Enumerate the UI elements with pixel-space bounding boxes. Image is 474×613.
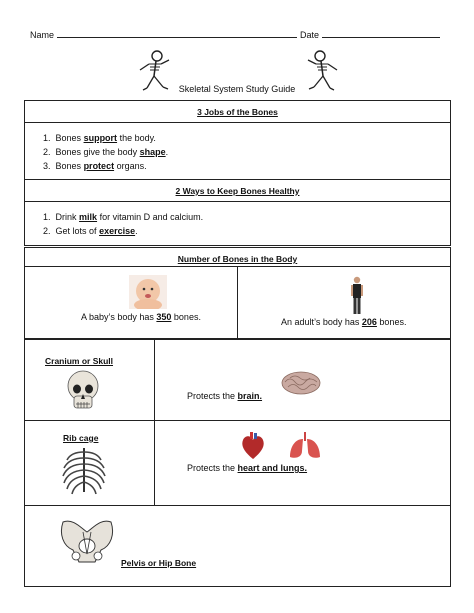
healthy-section xyxy=(24,179,451,246)
list-item: 1. Bones support the body. xyxy=(43,133,156,143)
jobs-section xyxy=(24,100,451,180)
cranium-section xyxy=(24,339,451,421)
ribcage-section xyxy=(24,420,451,506)
pelvis-label: Pelvis or Hip Bone xyxy=(121,558,197,568)
list-item: 3. Bones protect organs. xyxy=(43,161,147,171)
pelvis-icon xyxy=(57,514,117,570)
ribcage-label: Rib cage xyxy=(63,433,99,443)
bones-count-heading: Number of Bones in the Body xyxy=(177,254,298,264)
name-label: Name xyxy=(30,30,55,40)
skull-icon xyxy=(65,370,101,414)
baby-bones-text: A baby’s body has 350 bones. xyxy=(81,312,201,322)
bones-count-section xyxy=(24,247,451,339)
heart-icon xyxy=(239,431,267,461)
ribcage-icon xyxy=(59,446,109,498)
adult-bones-text: An adult’s body has 206 bones. xyxy=(281,317,407,327)
baby-photo xyxy=(129,275,167,309)
date-line[interactable] xyxy=(300,30,440,40)
list-item: 2. Get lots of exercise. xyxy=(43,226,138,236)
list-item: 2. Bones give the body shape. xyxy=(43,147,169,157)
name-line[interactable] xyxy=(30,30,297,40)
lungs-icon xyxy=(287,431,323,461)
jobs-heading: 3 Jobs of the Bones xyxy=(197,107,278,117)
brain-icon xyxy=(280,370,322,396)
healthy-heading: 2 Ways to Keep Bones Healthy xyxy=(175,186,300,196)
date-label: Date xyxy=(300,30,320,40)
cranium-label: Cranium or Skull xyxy=(45,356,114,366)
list-item: 1. Drink milk for vitamin D and calcium. xyxy=(43,212,204,222)
cranium-text: Protects the brain. xyxy=(187,391,263,401)
page-title: Skeletal System Study Guide xyxy=(178,84,296,94)
adult-photo xyxy=(349,276,365,316)
pelvis-section xyxy=(24,505,451,587)
ribcage-text: Protects the heart and lungs. xyxy=(187,463,308,473)
